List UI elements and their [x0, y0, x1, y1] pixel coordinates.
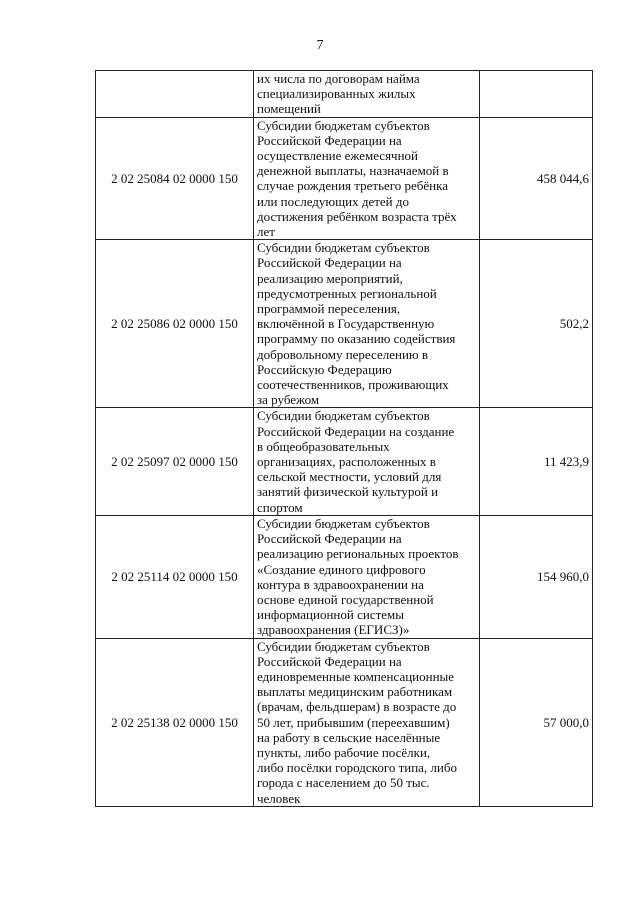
- budget-code-cell: [96, 71, 254, 118]
- budget-code-cell: 2 02 25138 02 0000 150: [96, 638, 254, 806]
- income-name-cell: [254, 240, 480, 408]
- income-name-line: на работу в сельские населённые: [257, 729, 441, 745]
- income-name-line: программой переселения,: [257, 301, 401, 317]
- income-name-line: осуществление ежемесячной: [257, 148, 419, 164]
- income-name-line: Российской Федерации на создание: [257, 423, 455, 439]
- income-name-line: (врачам, фельдшерам) в возрасте до: [257, 699, 457, 715]
- table-row: [96, 117, 593, 240]
- income-name-line: Российской Федерации на: [257, 531, 402, 547]
- income-name-line: добровольному переселению в: [257, 346, 428, 362]
- income-name-line: Российской Федерации на: [257, 255, 402, 271]
- table-row: [96, 515, 593, 638]
- amount-cell: 502,2: [480, 240, 593, 408]
- income-name-line: в общеобразовательных: [257, 438, 390, 454]
- budget-table-body: [96, 71, 593, 807]
- budget-table: [95, 70, 593, 807]
- income-name-line: Субсидии бюджетам субъектов: [257, 408, 430, 424]
- income-name-line: Российской Федерации на: [257, 132, 402, 148]
- income-name-line: достижения ребёнком возраста трёх: [257, 208, 457, 224]
- income-name-line: единовременные компенсационные: [257, 668, 455, 684]
- budget-code-cell: 2 02 25097 02 0000 150: [96, 408, 254, 515]
- income-name-line: Российской Федерации на: [257, 653, 402, 669]
- income-name-cell: [254, 408, 480, 515]
- amount-cell: [480, 71, 593, 118]
- income-name-line: либо посёлки городского типа, либо: [257, 760, 457, 776]
- income-name-line: информационной системы: [257, 607, 404, 623]
- income-name-line: сельской местности, условий для: [257, 469, 442, 485]
- income-name-line: Российскую Федерацию: [257, 361, 392, 377]
- page-number: 7: [316, 38, 324, 53]
- income-name-line: включённой в Государственную: [257, 316, 435, 332]
- income-name-line: реализацию мероприятий,: [257, 270, 403, 286]
- amount-cell: 57 000,0: [480, 638, 593, 806]
- income-name-line: случае рождения третьего ребёнка: [257, 178, 449, 194]
- table-row: [96, 240, 593, 408]
- income-name-line: пункты, либо рабочие посёлки,: [257, 744, 431, 760]
- income-name-line: их числа по договорам найма: [257, 71, 420, 86]
- income-name-line: денежной выплаты, назначаемой в: [257, 163, 449, 179]
- amount-cell: 154 960,0: [480, 515, 593, 638]
- income-name-line: реализацию региональных проектов: [257, 546, 459, 562]
- budget-code-cell: 2 02 25086 02 0000 150: [96, 240, 254, 408]
- income-name-line: Субсидии бюджетам субъектов: [257, 638, 430, 654]
- table-row: [96, 408, 593, 515]
- income-name-line: основе единой государственной: [257, 591, 434, 607]
- budget-code-cell: 2 02 25114 02 0000 150: [96, 515, 254, 638]
- income-name-line: человек: [257, 790, 301, 806]
- income-name-line: помещений: [257, 101, 321, 117]
- income-name-line: программу по оказанию содействия: [257, 331, 456, 347]
- income-name-cell: [254, 638, 480, 806]
- income-name-line: 50 лет, прибывшим (переехавшим): [257, 714, 450, 730]
- budget-code-cell: 2 02 25084 02 0000 150: [96, 117, 254, 240]
- income-name-line: или последующих детей до: [257, 193, 409, 209]
- income-name-cell: [254, 71, 480, 118]
- income-name-line: организациях, расположенных в: [257, 454, 436, 470]
- income-name-line: Субсидии бюджетам субъектов: [257, 117, 430, 133]
- table-row: [96, 638, 593, 806]
- amount-cell: 11 423,9: [480, 408, 593, 515]
- income-name-line: здравоохранения (ЕГИСЗ)»: [257, 622, 410, 638]
- table-row: [96, 71, 593, 118]
- income-name-line: «Создание единого цифрового: [257, 561, 426, 577]
- income-name-line: Субсидии бюджетам субъектов: [257, 515, 430, 531]
- income-name-line: занятий физической культурой и: [257, 484, 439, 500]
- income-name-line: контура в здравоохранении на: [257, 576, 424, 592]
- income-name-line: Субсидии бюджетам субъектов: [257, 240, 430, 256]
- income-name-cell: [254, 117, 480, 240]
- income-name-line: предусмотренных региональной: [257, 285, 437, 301]
- income-name-line: города с населением до 50 тыс.: [257, 775, 430, 791]
- income-name-line: специализированных жилых: [257, 86, 416, 102]
- income-name-line: за рубежом: [257, 392, 320, 408]
- amount-cell: 458 044,6: [480, 117, 593, 240]
- income-name-line: спортом: [257, 499, 303, 515]
- income-name-line: выплаты медицинским работникам: [257, 684, 453, 700]
- income-name-line: лет: [257, 224, 275, 240]
- income-name-line: соотечественников, проживающих: [257, 377, 449, 393]
- income-name-cell: [254, 515, 480, 638]
